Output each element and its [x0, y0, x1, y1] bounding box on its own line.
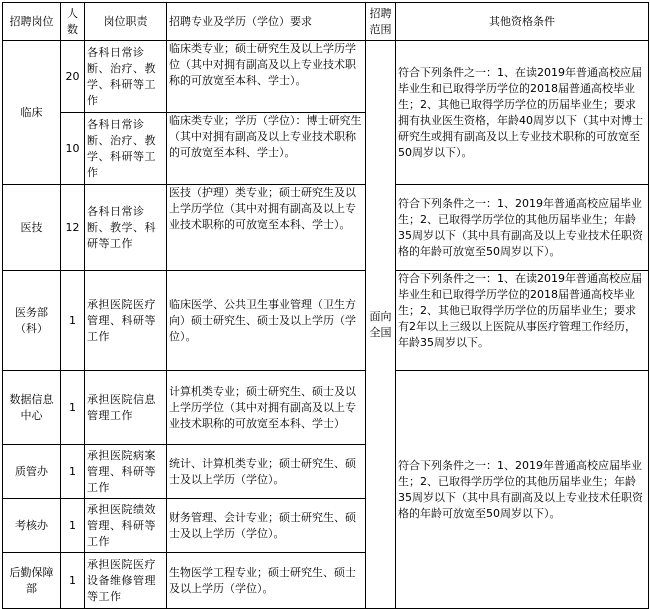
duty-cell: 各科日常诊断、教学、科研等工作 — [85, 185, 167, 271]
post-cell: 后勤保障部 — [3, 553, 61, 609]
header-duty: 岗位职责 — [85, 3, 167, 41]
post-cell: 考核办 — [3, 499, 61, 553]
header-count: 人数 — [61, 3, 85, 41]
header-post: 招聘岗位 — [3, 3, 61, 41]
major-cell: 财务管理、会计专业；硕士研究生、硕士及以上学历（学位）。 — [167, 499, 366, 553]
major-cell: 生物医学工程专业；硕士研究生、硕士及以上学历（学位）。 — [167, 553, 366, 609]
major-cell: 临床医学、公共卫生事业管理（卫生方向）硕士研究生、硕士及以上学历（学位）。 — [167, 271, 366, 371]
major-cell: 计算机类专业；硕士研究生、硕士及以上学历学位（其中对拥有副高及以上专业技术职称的可放宽至本科、学士） — [167, 371, 366, 445]
duty-cell: 承担医院医疗设备维修管理等工作 — [85, 553, 167, 609]
major-cell: 统计、计算机类专业；硕士研究生、硕士及以上学历（学位）。 — [167, 445, 366, 499]
header-qual: 其他资格条件 — [396, 3, 649, 41]
recruitment-table — [2, 2, 649, 609]
count-cell: 1 — [61, 371, 85, 445]
table-row — [3, 271, 649, 371]
table-row — [3, 185, 649, 271]
duty-cell: 各科日常诊断、治疗、教学、科研等工作 — [85, 41, 167, 113]
post-cell: 临床 — [3, 41, 61, 185]
count-cell: 20 — [61, 41, 85, 113]
post-cell: 医务部（科） — [3, 271, 61, 371]
duty-cell: 承担医院绩效管理、科研等工作 — [85, 499, 167, 553]
qual-cell-clinical: 符合下列条件之一：1、在读2019年普通高校应届毕业生和已取得学历学位的2018届普通高校毕业生；2、其他已取得学历学位的历届毕业生；要求拥有执业医生资格，年龄40周岁以下（其中对博士研究生或拥有副高及以上专业技术职称的可放宽至50周岁以下）。 — [396, 41, 649, 185]
count-cell: 10 — [61, 113, 85, 185]
qual-cell-others: 符合下列条件之一：1、2019年普通高校应届毕业生；2、已取得学历学位的其他历届毕业生；年龄35周岁以下（其中具有副高及以上专业技术任职资格的年龄可放宽至50周岁以下）。 — [396, 371, 649, 609]
post-cell: 数据信息中心 — [3, 371, 61, 445]
count-cell: 12 — [61, 185, 85, 271]
header-major: 招聘专业及学历（学位）要求 — [167, 3, 366, 41]
header-scope: 招聘范围 — [366, 3, 396, 41]
major-cell: 临床类专业；硕士研究生及以上学历学位（其中对拥有副高及以上专业技术职称的可放宽至本科、学士）。 — [167, 41, 366, 113]
post-cell: 质管办 — [3, 445, 61, 499]
duty-cell: 各科日常诊断、治疗、教学、科研等工作 — [85, 113, 167, 185]
table-row — [3, 41, 649, 113]
count-cell: 1 — [61, 271, 85, 371]
duty-cell: 承担医院病案管理、科研等工作 — [85, 445, 167, 499]
count-cell: 1 — [61, 553, 85, 609]
recruitment-table-frame — [2, 2, 648, 603]
qual-cell-medaffairs: 符合下列条件之一：1、在读2019年普通高校应届毕业生和已取得学历学位的2018届普通高校毕业生；2、其他已取得学历学位的历届毕业生；要求有2年以上三级以上医院从事医疗管理工作经历，年龄35周岁以下。 — [396, 271, 649, 371]
table-row — [3, 371, 649, 445]
post-cell: 医技 — [3, 185, 61, 271]
duty-cell: 承担医院医疗管理、科研等工作 — [85, 271, 167, 371]
qual-cell-tech: 符合下列条件之一：1、2019年普通高校应届毕业生；2、已取得学历学位的其他历届毕业生；年龄35周岁以下（其中具有副高及以上专业技术任职资格的年龄可放宽至50周岁以下）。 — [396, 185, 649, 271]
count-cell: 1 — [61, 499, 85, 553]
major-cell: 医技（护理）类专业；硕士研究生及以上学历学位（其中对拥有副高及以上专业技术职称的可放宽至本科、学士）。 — [167, 185, 366, 271]
major-cell: 临床类专业；学历（学位）：博士研究生（其中对拥有副高及以上专业技术职称的可放宽至本科、学士）。 — [167, 113, 366, 185]
duty-cell: 承担医院信息管理工作 — [85, 371, 167, 445]
count-cell: 1 — [61, 445, 85, 499]
header-row — [3, 3, 649, 41]
scope-cell: 面向全国 — [366, 41, 396, 609]
